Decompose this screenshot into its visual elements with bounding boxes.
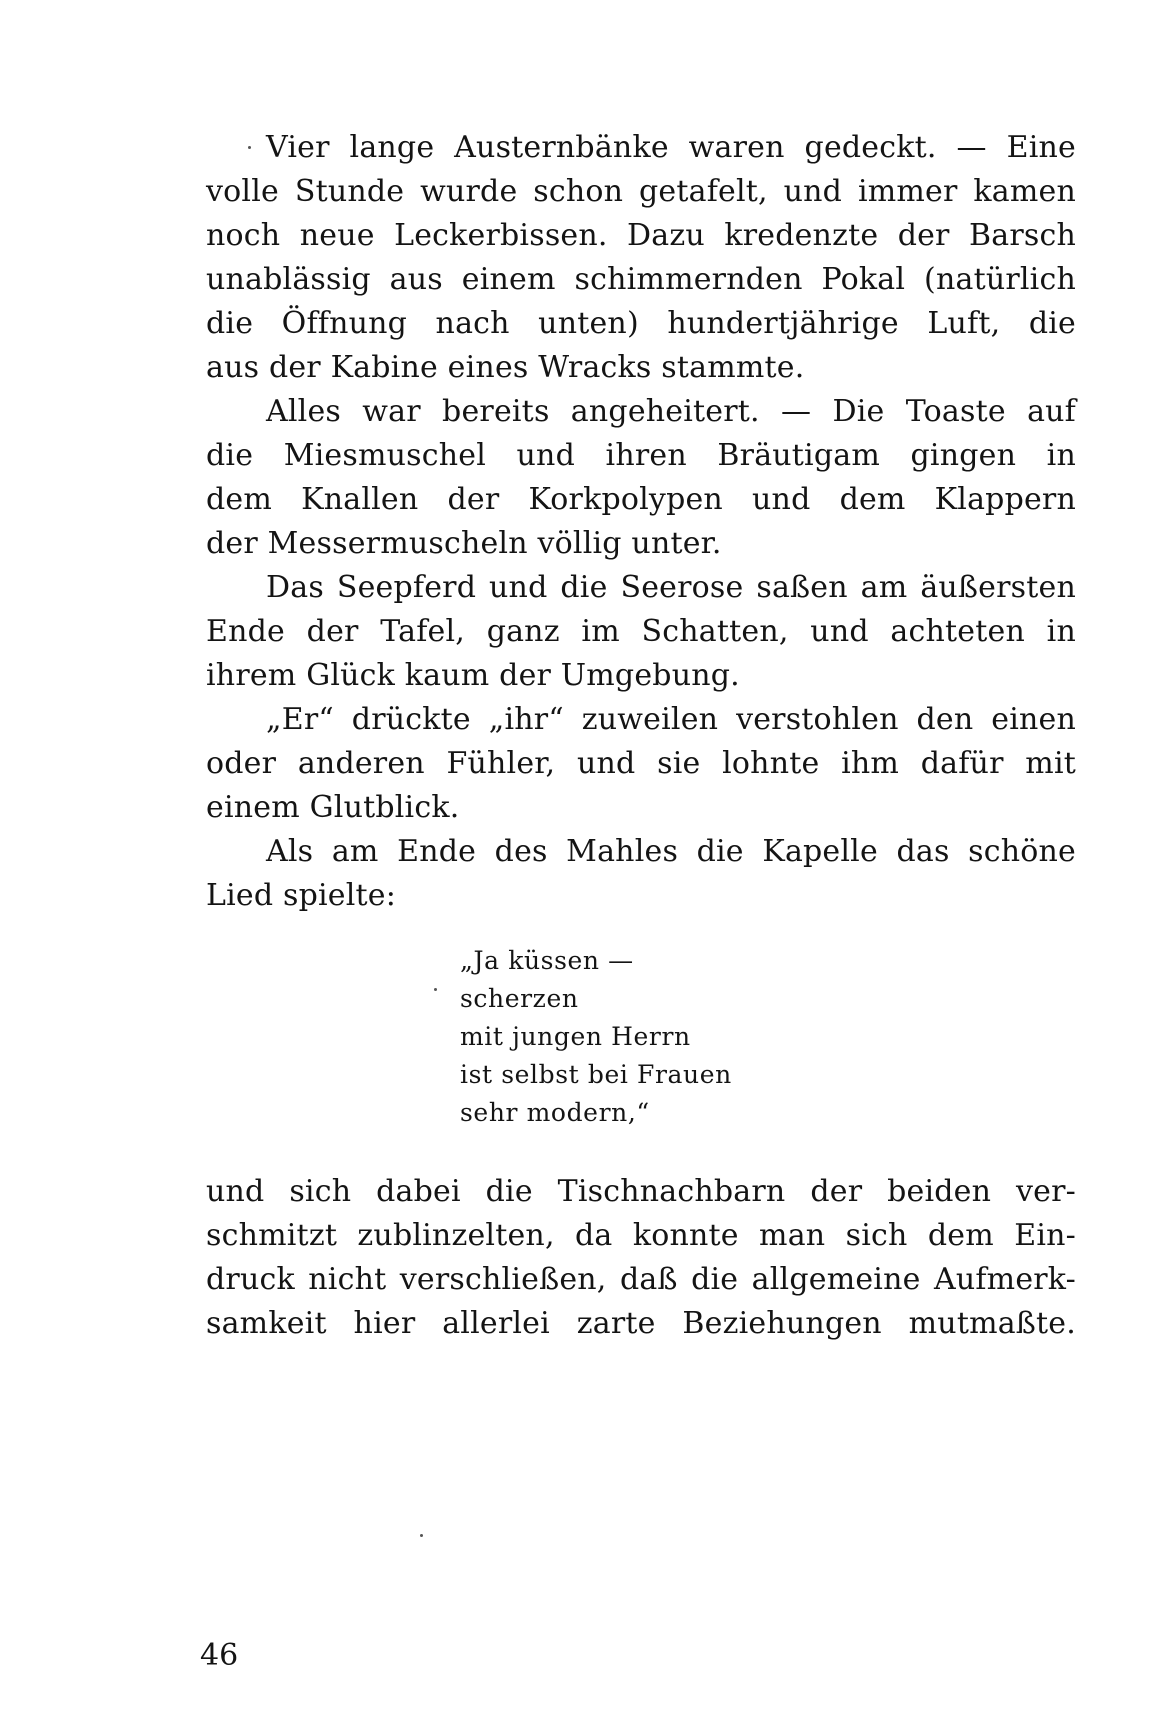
text-line: unablässig aus einem schimmernden Pokal (natürlich xyxy=(206,262,1076,297)
text-line: Als am Ende des Mahles die Kapelle das schöne xyxy=(266,834,1076,869)
paragraph-toasts xyxy=(206,390,1076,566)
text-line: Lied spielte: xyxy=(206,878,397,913)
text-line: volle Stunde wurde schon getafelt, und immer kamen xyxy=(206,174,1076,209)
page-number: 46 xyxy=(200,1638,239,1673)
print-speck xyxy=(434,988,437,991)
verse-line: „Ja küssen — xyxy=(460,946,634,975)
verse-line: ist selbst bei Frauen xyxy=(460,1060,732,1089)
print-speck xyxy=(248,146,251,149)
text-line: „Er“ drückte „ihr“ zuweilen verstohlen den einen xyxy=(266,702,1076,737)
text-line: druck nicht verschließen, daß die allgemeine Aufmerk- xyxy=(206,1262,1076,1297)
text-line: Vier lange Austernbänke waren gedeckt. — Eine xyxy=(266,130,1076,165)
text-line: aus der Kabine eines Wracks stammte. xyxy=(206,350,805,385)
text-line: Das Seepferd und die Seerose saßen am äußersten xyxy=(266,570,1076,605)
text-line: die Öffnung nach unten) hundertjährige Luft, die xyxy=(206,306,1076,341)
paragraph-oyster-banquet xyxy=(206,126,1076,390)
verse-line: mit jungen Herrn xyxy=(460,1022,691,1051)
song-verse xyxy=(460,942,840,1132)
text-line: der Messermuscheln völlig unter. xyxy=(206,526,722,561)
paragraph-seahorse-searose xyxy=(206,566,1076,698)
text-line: schmitzt zublinzelten, da konnte man sich dem Ein- xyxy=(206,1218,1076,1253)
text-line: noch neue Leckerbissen. Dazu kredenzte der Barsch xyxy=(206,218,1076,253)
text-line: und sich dabei die Tischnachbarn der beiden ver- xyxy=(206,1174,1076,1209)
print-speck xyxy=(420,1534,423,1537)
text-line: die Miesmuschel und ihren Bräutigam gingen in xyxy=(206,438,1076,473)
paragraph-song-intro xyxy=(206,830,1076,918)
paragraph-conclusion xyxy=(206,1170,1076,1346)
text-line: Ende der Tafel, ganz im Schatten, und achteten in xyxy=(206,614,1076,649)
text-line: einem Glutblick. xyxy=(206,790,460,825)
text-line: dem Knallen der Korkpolypen und dem Klappern xyxy=(206,482,1076,517)
paragraph-glutblick xyxy=(206,698,1076,830)
text-line: oder anderen Fühler, und sie lohnte ihm dafür mit xyxy=(206,746,1076,781)
text-line: ihrem Glück kaum der Umgebung. xyxy=(206,658,740,693)
text-line: samkeit hier allerlei zarte Beziehungen mutmaßte. xyxy=(206,1306,1076,1341)
verse-line: scherzen xyxy=(460,984,579,1013)
text-line: Alles war bereits angeheitert. — Die Toaste auf xyxy=(266,394,1076,429)
verse-line: sehr modern,“ xyxy=(460,1098,650,1127)
